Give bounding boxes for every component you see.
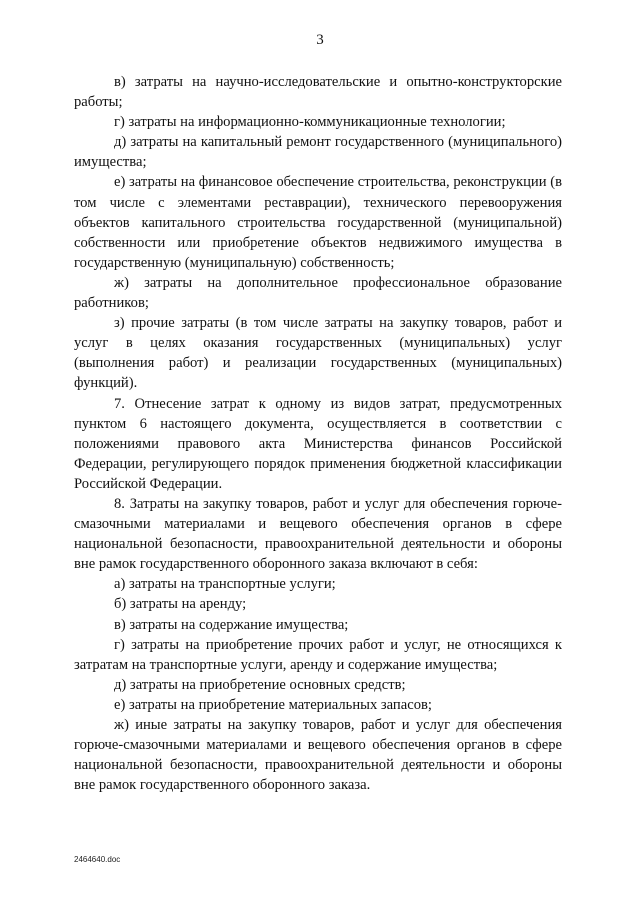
paragraph-item-g-other-works: г) затраты на приобретение прочих работ и услуг, не относящихся к затратам на транспортные услуги, аренду и содержание имущества; [74,636,562,673]
paragraph-item-b-rent: б) затраты на аренду; [114,596,247,613]
paragraph-item-zh-education: ж) затраты на дополнительное профессиональное образование работников; [74,274,562,312]
paragraph-item-e-construction: е) затраты на финансовое обеспечение строительства, реконструкции (в том числе с элементами реставрации), технического перевооружения объектов капитального строительства государственной (муниципальной) собственности или приобретение объектов недвижимого имущества в государственную (муниципальную) собственность; [74,174,562,271]
paragraph-item-d-capital-repair: д) затраты на капитальный ремонт государственного (муниципального) имущества; [74,134,562,171]
paragraph-item-e-materials: е) затраты на приобретение материальных запасов; [114,696,432,713]
paragraph-item-z-other-costs: з) прочие затраты (в том числе затраты на закупку товаров, работ и услуг в целях оказания государственных (муниципальных) услуг (выполнения работ) и реализации государственных (муниципальных) функций). [74,315,562,392]
paragraph-item-v-research: в) затраты на научно-исследовательские и опытно-конструкторские работы; [74,74,562,111]
footer-filename: 2464640.doc [74,855,121,864]
paragraph-item-zh-other-purchases: ж) иные затраты на закупку товаров, работ и услуг для обеспечения горюче-смазочными материалами и вещевого обеспечения органов в сфере национальной безопасности, правоохранительной деятельности и обороны вне рамок государственного оборонного заказа. [74,717,562,794]
paragraph-item-a-transport: а) затраты на транспортные услуги; [114,576,336,593]
paragraph-item-d-fixed-assets: д) затраты на приобретение основных средств; [114,676,406,693]
paragraph-item-v-maintenance: в) затраты на содержание имущества; [114,616,349,633]
document-body [74,72,562,795]
paragraph-clause-7: 7. Отнесение затрат к одному из видов затрат, предусмотренных пунктом 6 настоящего документа, осуществляется в соответствии с положениями правового акта Министерства финансов Российской Федерации, регулирующего порядок применения бюджетной классификации Российской Федерации. [74,395,562,492]
page-number: 3 [316,32,324,48]
paragraph-item-g-ict: г) затраты на информационно-коммуникационные технологии; [114,114,506,131]
paragraph-clause-8: 8. Затраты на закупку товаров, работ и услуг для обеспечения горюче-смазочными материалами и вещевого обеспечения органов в сфере национальной безопасности, правоохранительной деятельности и обороны вне рамок государственного оборонного заказа включают в себя: [74,495,562,573]
